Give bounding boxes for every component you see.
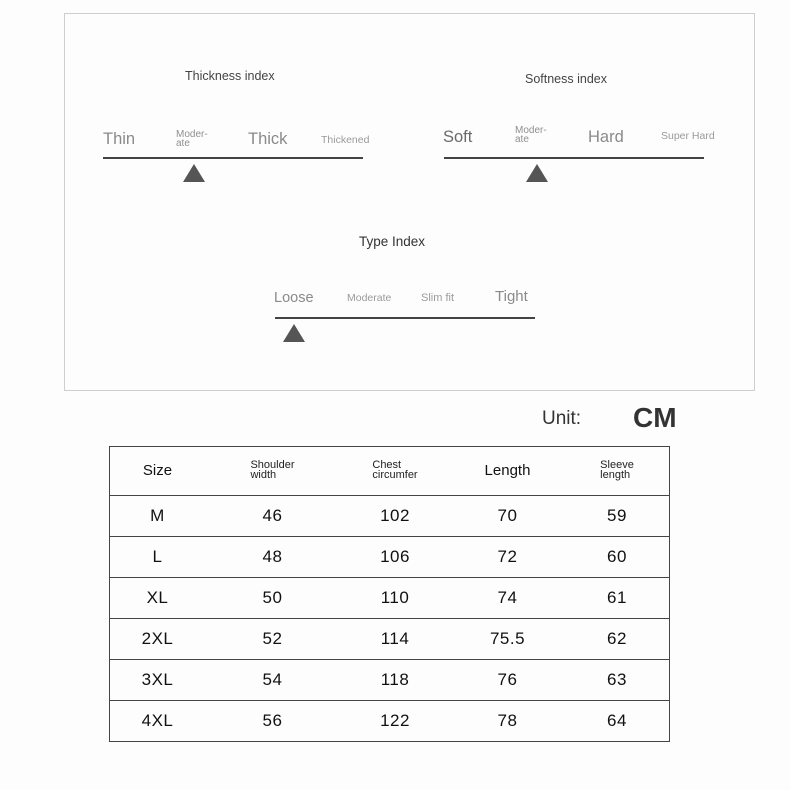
header-size [110,447,206,496]
type-scale-line [275,317,535,319]
header-sleeve-line1: Sleeve [600,458,634,471]
cell-size: M [110,496,206,537]
header-sleeve-length [565,447,670,496]
cell-chest: 114 [340,619,450,660]
header-length-label: Length [484,462,531,479]
softness-option-soft: Soft [443,128,473,146]
cell-size: 4XL [110,701,206,742]
cell-chest: 118 [340,660,450,701]
type-indicator-triangle-icon [283,324,305,342]
thickness-option-thin: Thin [103,130,136,148]
softness-moderate-line1: Moder- [515,125,547,136]
thickness-option-thick: Thick [248,130,288,148]
header-chest-line1: Chest [372,458,402,471]
table-row [110,619,670,660]
cell-size: 3XL [110,660,206,701]
cell-chest: 102 [340,496,450,537]
table-row [110,537,670,578]
header-sleeve-line2: length [600,468,631,481]
table-row [110,660,670,701]
cell-sleeve: 59 [565,496,670,537]
cell-size: XL [110,578,206,619]
cell-shoulder: 52 [205,619,340,660]
cell-shoulder: 56 [205,701,340,742]
fabric-index-panel [64,13,755,391]
thickness-option-moderate [176,131,208,148]
thickness-scale-line [103,157,363,159]
header-chest-label [372,460,417,480]
softness-option-super-hard: Super Hard [661,130,715,142]
cell-length: 74 [450,578,565,619]
thickness-moderate-line1: Moder- [176,129,208,140]
thickness-index-title: Thickness index [185,69,275,83]
softness-indicator-triangle-icon [526,164,548,182]
header-shoulder-line2: width [250,468,277,481]
header-chest-circumference [340,447,450,496]
softness-index-title: Softness index [525,72,607,86]
unit-label: Unit: [542,408,582,429]
header-shoulder-width-label [250,460,294,480]
type-option-loose: Loose [274,290,314,306]
cell-length: 72 [450,537,565,578]
cell-length: 75.5 [450,619,565,660]
softness-moderate-line2: ate [515,133,529,145]
cell-length: 70 [450,496,565,537]
header-shoulder-line1: Shoulder [250,458,295,471]
unit-value: CM [633,402,677,433]
cell-sleeve: 63 [565,660,670,701]
cell-length: 76 [450,660,565,701]
cell-shoulder: 50 [205,578,340,619]
size-chart-table [109,446,670,742]
type-option-tight: Tight [495,288,528,305]
header-size-label: Size [142,462,173,479]
cell-size: L [110,537,206,578]
type-option-slim-fit: Slim fit [421,292,454,304]
thickness-indicator-triangle-icon [183,164,205,182]
table-header-row [110,447,670,496]
cell-sleeve: 64 [565,701,670,742]
header-length [450,447,565,496]
softness-option-moderate [515,127,547,144]
cell-length: 78 [450,701,565,742]
type-index-title: Type Index [359,234,426,249]
cell-sleeve: 62 [565,619,670,660]
cell-shoulder: 54 [205,660,340,701]
header-shoulder-width [205,447,340,496]
cell-size: 2XL [110,619,206,660]
softness-scale-line [444,157,704,159]
header-chest-line2: circumfer [372,468,418,481]
header-sleeve-label [600,460,634,480]
table-row [110,701,670,742]
cell-chest: 122 [340,701,450,742]
cell-chest: 106 [340,537,450,578]
cell-shoulder: 46 [205,496,340,537]
thickness-option-thickened: Thickened [321,134,370,146]
cell-shoulder: 48 [205,537,340,578]
thickness-moderate-line2: ate [176,137,190,149]
type-option-moderate: Moderate [347,292,392,304]
cell-chest: 110 [340,578,450,619]
cell-sleeve: 60 [565,537,670,578]
softness-option-hard: Hard [588,128,624,146]
table-row [110,578,670,619]
table-row [110,496,670,537]
cell-sleeve: 61 [565,578,670,619]
